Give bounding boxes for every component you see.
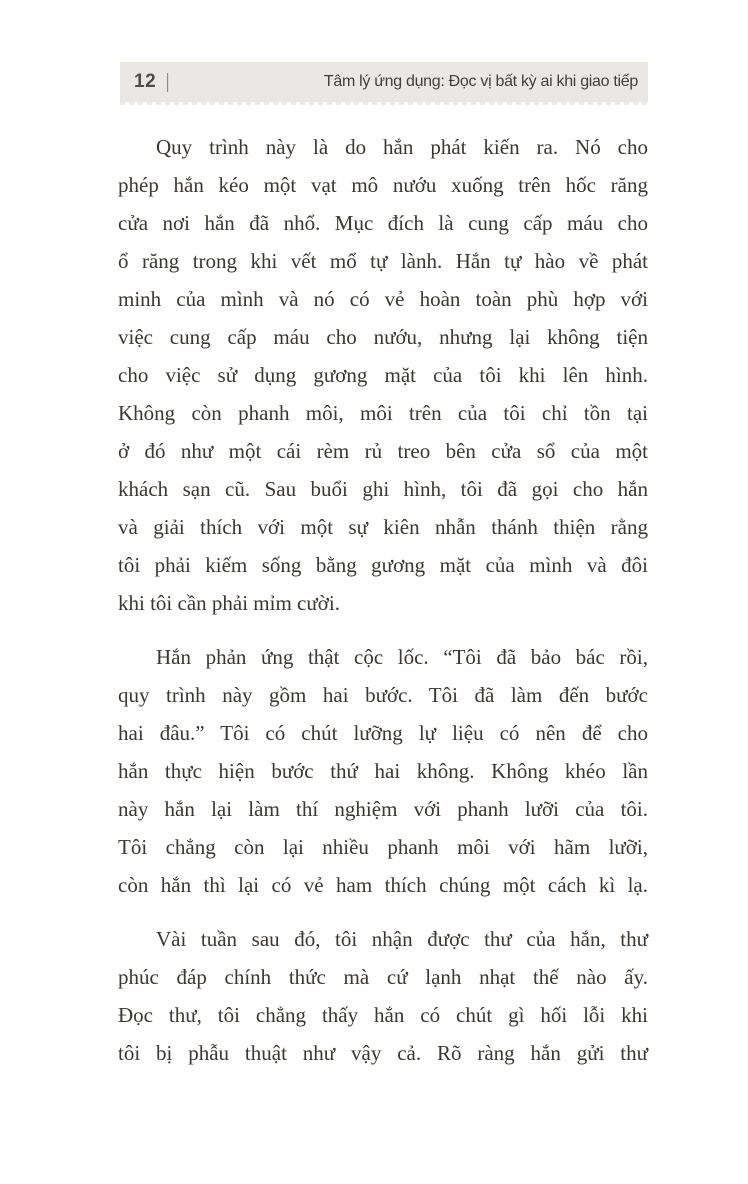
text-line: Không còn phanh môi, môi trên của tôi chỉ tồn tại	[118, 401, 648, 425]
text-line: Hắn phản ứng thật cộc lốc. “Tôi đã bảo bác rồi,	[156, 645, 648, 669]
text-line: khách sạn cũ. Sau buổi ghi hình, tôi đã gọi cho hắn	[118, 477, 648, 501]
text-line: phúc đáp chính thức mà cứ lạnh nhạt thế nào ấy.	[118, 965, 648, 989]
text-line: Quy trình này là do hắn phát kiến ra. Nó cho	[156, 135, 648, 159]
text-line: còn hắn thì lại có vẻ ham thích chúng một cách kì lạ.	[118, 873, 648, 897]
page-header	[120, 62, 648, 102]
text-line: này hắn lại làm thí nghiệm với phanh lưỡi của tôi.	[118, 797, 648, 821]
body-text	[118, 128, 648, 1088]
text-line: Tôi chẳng còn lại nhiều phanh môi với hãm lưỡi,	[118, 835, 648, 859]
text-line: cửa nơi hắn đã nhổ. Mục đích là cung cấp máu cho	[118, 211, 648, 235]
text-line: Vài tuần sau đó, tôi nhận được thư của hắn, thư	[156, 927, 648, 951]
text-line: tôi phải kiếm sống bằng gương mặt của mình và đôi	[118, 553, 648, 577]
text-line: hai đâu.” Tôi có chút lưỡng lự liệu có nên để cho	[118, 721, 648, 745]
paragraph	[118, 920, 648, 1072]
text-line: quy trình này gồm hai bước. Tôi đã làm đến bước	[118, 683, 648, 707]
text-line: ổ răng trong khi vết mổ tự lành. Hắn tự hào về phát	[118, 249, 648, 273]
text-line: cho việc sử dụng gương mặt của tôi khi lên hình.	[118, 363, 648, 387]
text-line: tôi bị phẫu thuật như vậy cả. Rõ ràng hắn gửi thư	[118, 1041, 648, 1065]
text-line: phép hắn kéo một vạt mô nướu xuống trên hốc răng	[118, 173, 648, 197]
text-line: ở đó như một cái rèm rủ treo bên cửa sổ của một	[118, 439, 648, 463]
text-line: và giải thích với một sự kiên nhẫn thánh thiện rằng	[118, 515, 648, 539]
page-number: 12	[134, 71, 157, 92]
text-line: hắn thực hiện bước thứ hai không. Không khéo lần	[118, 759, 648, 783]
text-line: Đọc thư, tôi chẳng thấy hắn có chút gì hối lỗi khi	[118, 1003, 648, 1027]
text-line: khi tôi cần phải mỉm cười.	[118, 591, 340, 615]
text-line: việc cung cấp máu cho nướu, nhưng lại không tiện	[118, 325, 648, 349]
paragraph	[118, 128, 648, 622]
header-separator: |	[165, 70, 170, 93]
text-line: minh của mình và nó có vẻ hoàn toàn phù hợp với	[118, 287, 648, 311]
running-header-title: Tâm lý ứng dụng: Đọc vị bất kỳ ai khi giao tiếp	[323, 73, 638, 90]
paragraph	[118, 638, 648, 904]
